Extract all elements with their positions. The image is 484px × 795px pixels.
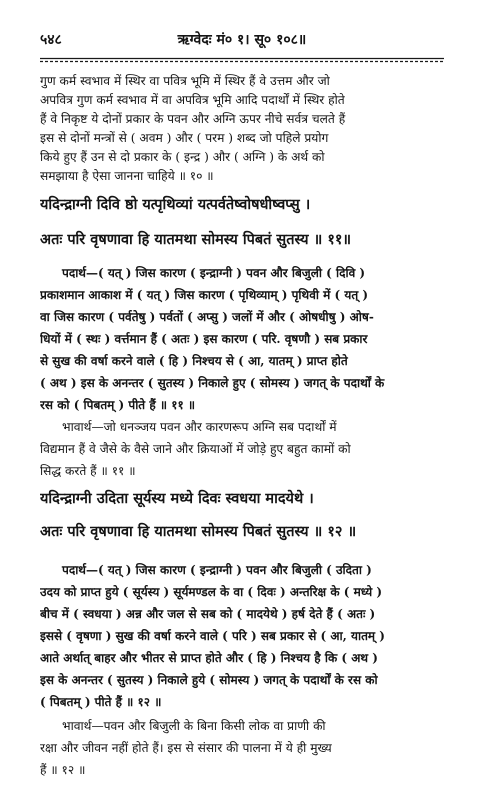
bhavartha-11-line: सिद्ध करते हैं ॥ ११ ॥	[40, 464, 136, 478]
intro-line: इस से दोनों मन्त्रों से ( अवम ) और ( परम ) शब्द जो पहिले प्रयोग	[40, 131, 329, 145]
padartha-12-line: उदय को प्राप्त हुये ( सूर्यस्य ) सूर्यमण्डल के वा ( दिवः ) अन्तरिक्ष के ( मध्ये )	[40, 585, 383, 599]
mantra-11-line: यदिन्द्राग्नी दिवि ष्ठो यत्पृथिव्यां यत्पर्वतेष्वोषधीष्वप्सु ।	[40, 196, 311, 213]
intro-line: गुण कर्म स्वभाव में स्थिर वा पवित्र भूमि में स्थिर हैं वे उत्तम और जो	[40, 74, 330, 88]
padartha-11-line: वा जिस कारण ( पर्वतेषु ) पर्वतों ( अप्सु ) जलों में और ( ओषधीषु ) ओष-	[40, 310, 374, 324]
padartha-12-line: बीच में ( स्वधया ) अन्न और जल से सब को ( मादयेथे ) हर्ष देते हैं ( अतः )	[40, 607, 376, 621]
bhavartha-11-line: विद्यमान हैं वे जैसे के वैसे जाने और क्रियाओं में जोड़े हुए बहुत कामों को	[40, 442, 351, 456]
padartha-12-line: पदार्थ—( यत् ) जिस कारण ( इन्द्राग्नी ) पवन और बिजुली ( उदिता )	[62, 563, 372, 577]
bhavartha-12-line: भावार्थ—पवन और बिजुली के बिना किसी लोक वा प्राणी की	[62, 719, 326, 733]
intro-line: अपवित्र गुण कर्म स्वभाव में वा अपवित्र भूमि आदि पदार्थों में स्थिर होते	[40, 93, 345, 107]
bhavartha-11-line: भावार्थ—जो धनञ्जय पवन और कारणरूप अग्नि सब पदार्थों में	[62, 420, 337, 434]
padartha-11-line: धियों में ( स्थः ) वर्त्तमान हैं ( अतः ) इस कारण ( परि. वृषणौ ) सब प्रकार	[40, 332, 368, 346]
padartha-12-line: आते अर्थात् बाहर और भीतर से प्राप्त होते और ( हि ) निश्चय है कि ( अथ )	[40, 651, 378, 665]
running-title: ऋग्वेदः मं० १। सू० १०८॥	[177, 32, 307, 48]
page-header	[40, 30, 444, 52]
padartha-11-line: प्रकाशमान आकाश में ( यत् ) जिस कारण ( पृथिव्याम् ) पृथिवी में ( यत् )	[40, 288, 369, 302]
intro-line: किये हुए हैं उन से दो प्रकार के ( इन्द्र ) और ( अग्नि ) के अर्थ को	[40, 150, 325, 164]
padartha-12-line: इससे ( वृषणा ) सुख की वर्षा करने वाले ( परि ) सब प्रकार से ( आ, यातम् )	[40, 629, 385, 643]
padartha-12-line: ( पिबतम् ) पीते हैं ॥ १२ ॥	[40, 695, 162, 709]
bhavartha-12-line: रक्षा और जीवन नहीं होते हैं। इस से संसार की पालना में ये ही मुख्य	[40, 741, 332, 755]
mantra-12-line: यदिन्द्राग्नी उदिता सूर्यस्य मध्ये दिवः स्वधया मादयेथे ।	[40, 490, 314, 507]
padartha-11-line: ( अथ ) इस के अनन्तर ( सुतस्य ) निकाले हुए ( सोमस्य ) जगत् के पदार्थों के	[40, 376, 385, 390]
padartha-11-line: रस को ( पिबतम् ) पीते हैं ॥ ११ ॥	[40, 398, 196, 412]
padartha-11-line: से सुख की वर्षा करने वाले ( हि ) निश्चय से ( आ, यातम् ) प्राप्त होते	[40, 354, 348, 368]
mantra-12-line: अतः परि वृषणावा हि यातमथा सोमस्य पिबतं सुतस्य ॥ १२ ॥	[40, 523, 357, 540]
intro-line: समझाया है ऐसा जानना चाहिये ॥ १० ॥	[40, 169, 214, 183]
padartha-12-line: इस के अनन्तर ( सुतस्य ) निकाले हुये ( सोमस्य ) जगत् के पदार्थों के रस को	[40, 673, 378, 687]
page-number: ५४८	[40, 32, 62, 48]
mantra-11-line: अतः परि वृषणावा हि यातमथा सोमस्य पिबतं सुतस्य ॥ ११॥	[40, 231, 352, 248]
intro-line: हैं वे निकृष्ट ये दोनों प्रकार के पवन और अग्नि ऊपर नीचे सर्वत्र चलते हैं	[40, 112, 346, 126]
padartha-11-line: पदार्थ—( यत् ) जिस कारण ( इन्द्राग्नी ) पवन और बिजुली ( दिवि )	[62, 266, 366, 280]
header-ornament-rule	[40, 57, 444, 63]
bhavartha-12-line: हैं ॥ १२ ॥	[40, 763, 86, 777]
